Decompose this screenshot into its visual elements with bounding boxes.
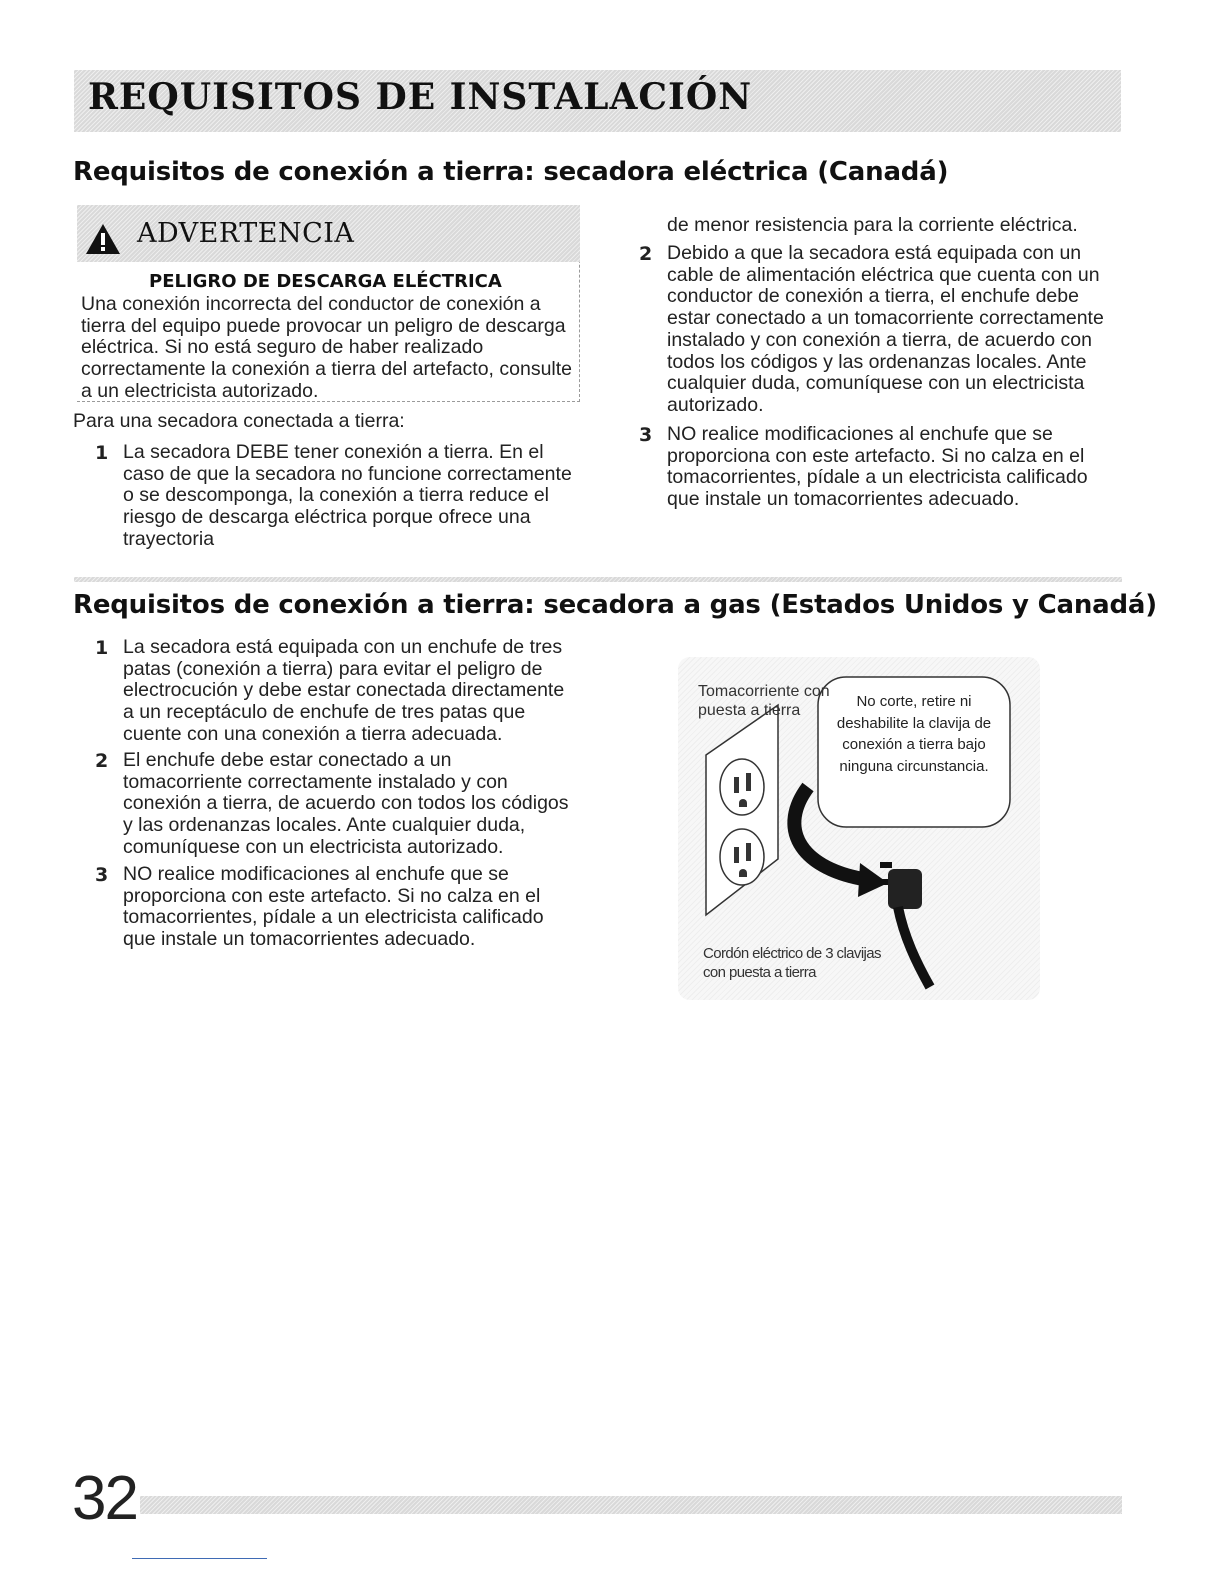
continued-text: de menor resistencia para la corriente eléctrica.	[667, 214, 1078, 236]
list-text: Debido a que la secadora está equipada con un cable de alimentación eléctrica que cuenta con un conductor de conexión a tierra, el enchufe debe estar conectado a un tomacorriente correctamente instalado y con conexión a tierra, de acuerdo con todos los códigos y las ordenanzas locales. Ante cualquier duda, comuníquese con un electricista autorizado.	[667, 242, 1104, 416]
page-title: REQUISITOS DE INSTALACIÓN	[88, 76, 753, 118]
list-text: La secadora DEBE tener conexión a tierra. En el caso de que la secadora no funcione correctamente o se descomponga, la conexión a tierra reduce el riesgo de descarga eléctrica porque ofrece una trayectoria	[123, 441, 572, 550]
list-number: 1	[95, 442, 109, 464]
receptacle-lower-icon	[720, 829, 764, 885]
warning-subtitle: PELIGRO DE DESCARGA ELÉCTRICA	[149, 271, 502, 292]
warning-box	[77, 205, 580, 402]
list-text: El enchufe debe estar conectado a un tomacorriente correctamente instalado y con conexión a tierra, de acuerdo con todos los códigos y las ordenanzas locales. Ante cualquier duda, comuníquese con un electricista autorizado.	[123, 749, 569, 858]
callout-text: No corte, retire ni deshabilite la clavija de conexión a tierra bajo ninguna circunstancia.	[836, 693, 992, 775]
list-number: 1	[95, 637, 109, 659]
header-banner	[74, 70, 1121, 132]
list-text: NO realice modificaciones al enchufe que se proporciona con este artefacto. Si no calza en el tomacorrientes, pídale a un electricista calificado que instale un tomacorrientes adecuado.	[667, 423, 1088, 511]
intro-text: Para una secadora conectada a tierra:	[73, 410, 405, 432]
list-number: 2	[95, 750, 109, 772]
cord-label: Cordón eléctrico de 3 clavijas con puesta a tierra	[703, 945, 881, 981]
list-text: La secadora está equipada con un enchufe de tres patas (conexión a tierra) para evitar el peligro de electrocución y debe estar conectada directamente a un receptáculo de enchufe de tres patas que cuente con una conexión a tierra adecuada.	[123, 636, 565, 745]
section-title-electric: Requisitos de conexión a tierra: secadora eléctrica (Canadá)	[73, 157, 949, 187]
section-title-gas: Requisitos de conexión a tierra: secadora a gas (Estados Unidos y Canadá)	[73, 590, 1157, 620]
outlet-label: Tomacorriente con puesta a tierra	[698, 683, 830, 719]
grounded-outlet-illustration	[678, 657, 1040, 1000]
warning-header	[77, 205, 580, 262]
footer-bar	[140, 1496, 1122, 1514]
warning-label: ADVERTENCIA	[137, 218, 355, 249]
warning-triangle-icon	[85, 223, 121, 255]
section-divider	[74, 577, 1122, 582]
warning-text: Una conexión incorrecta del conductor de conexión a tierra del equipo puede provocar un peligro de descarga eléctrica. Si no está seguro de haber realizado correctamente la conexión a tierra del artefacto, consulte a un electricista autorizado.	[81, 293, 573, 402]
receptacle-upper-icon	[720, 759, 764, 815]
list-number: 3	[95, 864, 109, 886]
footer-rule	[132, 1558, 267, 1559]
list-number: 3	[639, 424, 653, 446]
list-text: NO realice modificaciones al enchufe que se proporciona con este artefacto. Si no calza en el tomacorrientes, pídale a un electricista calificado que instale un tomacorrientes adecuado.	[123, 863, 544, 951]
page-number: 32	[72, 1464, 137, 1533]
list-number: 2	[639, 243, 653, 265]
